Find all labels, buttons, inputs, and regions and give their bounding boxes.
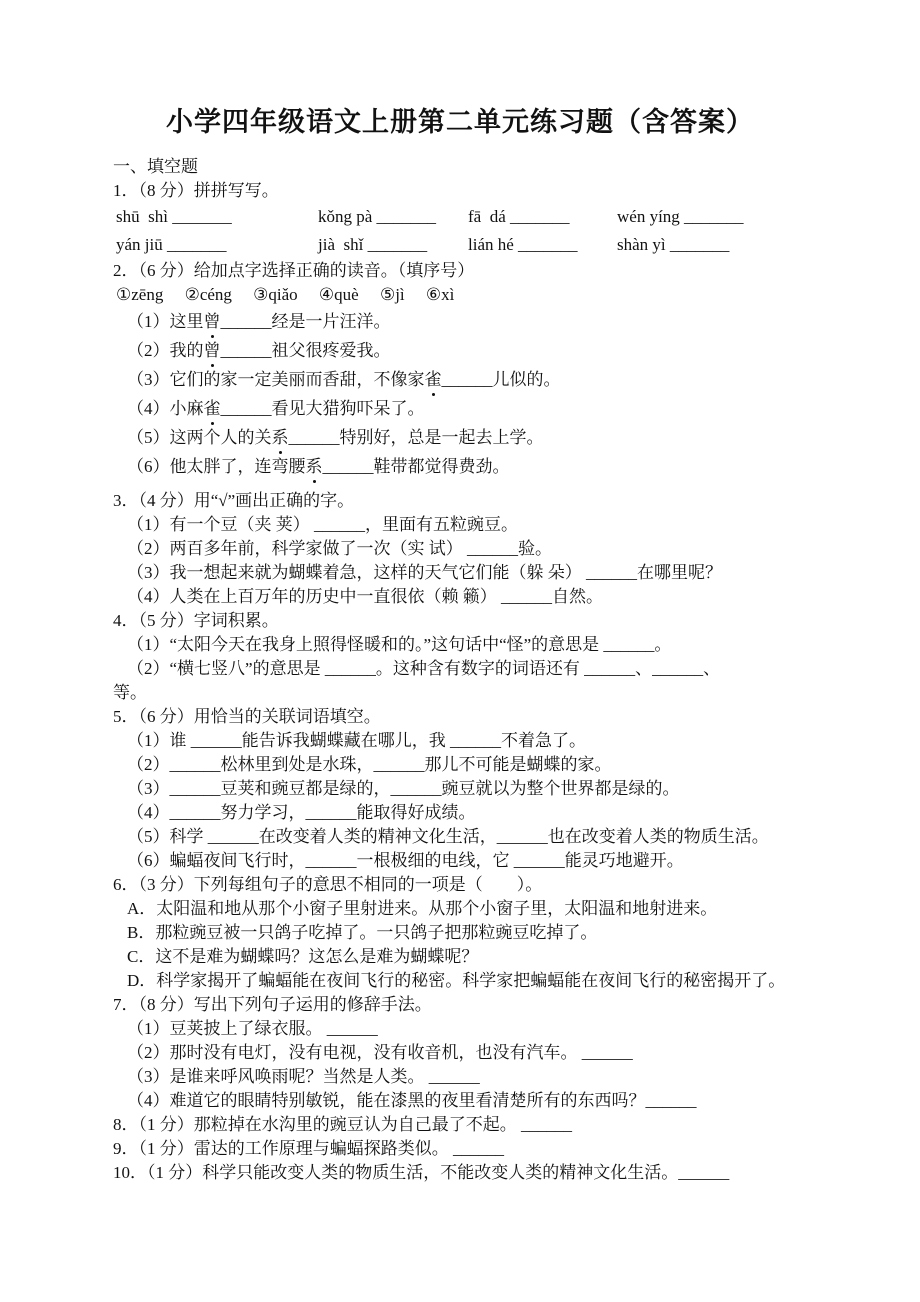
document-line xyxy=(0,921,920,945)
line-text: 9．（1 分）雷达的工作原理与蝙蝠探路类似。 ______ xyxy=(113,1139,504,1158)
line-text: （2）我的 xyxy=(127,341,204,360)
document-line xyxy=(0,423,920,452)
document-line xyxy=(0,729,920,753)
line-text: （3）是谁来呼风唤雨呢？当然是人类。 ______ xyxy=(127,1067,480,1086)
line-text: （5）科学 ______在改变着人类的精神文化生活，______也在改变着人类的物质生活。 xyxy=(127,827,769,846)
emphasized-char: 曾 xyxy=(204,336,221,365)
document-line xyxy=(0,777,920,801)
question-line xyxy=(0,179,920,203)
line-text: （1）这里 xyxy=(127,312,204,331)
line-text: 7．（8 分）写出下列句子运用的修辞手法。 xyxy=(113,995,432,1014)
section-heading xyxy=(0,155,920,179)
document-line xyxy=(0,681,920,705)
pinyin-item: jià shǐ _______ xyxy=(318,235,428,254)
line-text: （2）“横七竖八”的意思是 ______。这种含有数字的词语还有 ______、______、 xyxy=(127,659,721,678)
line-text: （2）两百多年前，科学家做了一次（实 试） ______验。 xyxy=(127,539,552,558)
pinyin-item: shàn yì _______ xyxy=(617,235,730,254)
line-text: ______特别好，总是一起去上学。 xyxy=(288,428,544,447)
line-text: （6）蝙蝠夜间飞行时，______一根极细的电线，它 ______能灵巧地避开。 xyxy=(127,851,684,870)
line-text: （2）______松林里到处是水珠，______那儿不可能是蝴蝶的家。 xyxy=(127,755,612,774)
document-line xyxy=(0,283,920,307)
line-text: 1．（8 分）拼拼写写。 xyxy=(113,181,279,200)
pinyin-item: wén yíng _______ xyxy=(617,207,744,226)
document-line xyxy=(0,1089,920,1113)
question-line xyxy=(0,993,920,1017)
line-text: （1）有一个豆（夹 荚） ______，里面有五粒豌豆。 xyxy=(127,515,518,534)
line-text: （4）人类在上百万年的历史中一直很依（赖 籁） ______自然。 xyxy=(127,587,603,606)
pinyin-item: fā dá _______ xyxy=(468,207,570,226)
line-text: ①zēng ②céng ③qiǎo ④què ⑤jì ⑥xì xyxy=(116,285,455,304)
document-line xyxy=(0,801,920,825)
pinyin-item: kǒng pà _______ xyxy=(318,207,437,226)
question-line xyxy=(0,1113,920,1137)
line-text: 6．（3 分）下列每组句子的意思不相同的一项是（ ）。 xyxy=(113,875,543,894)
line-text: （1）豆荚披上了绿衣服。 ______ xyxy=(127,1019,378,1038)
document-line xyxy=(0,657,920,681)
line-text: 10．（1 分）科学只能改变人类的物质生活，不能改变人类的精神文化生活。______ xyxy=(113,1163,730,1182)
document-line xyxy=(0,1041,920,1065)
document-line xyxy=(0,945,920,969)
pinyin-item: shū shì _______ xyxy=(116,207,232,226)
question-line xyxy=(0,873,920,897)
question-line xyxy=(0,259,920,283)
line-text: 一、填空题 xyxy=(113,157,198,176)
document-line xyxy=(0,897,920,921)
document-line xyxy=(0,633,920,657)
line-text: ______鞋带都觉得费劲。 xyxy=(322,457,510,476)
line-text: ______看见大猎狗吓呆了。 xyxy=(220,399,425,418)
document-line xyxy=(0,537,920,561)
document-line xyxy=(0,307,920,336)
document-line xyxy=(0,561,920,585)
line-text: 8．（1 分）那粒掉在水沟里的豌豆认为自己最了不起。 ______ xyxy=(113,1115,572,1134)
emphasized-char: 雀 xyxy=(204,394,221,423)
document-body xyxy=(0,155,920,1185)
emphasized-char: 系 xyxy=(272,423,289,452)
question-line xyxy=(0,1161,920,1185)
document-line xyxy=(0,969,920,993)
document-line xyxy=(0,825,920,849)
line-text: ______经是一片汪洋。 xyxy=(220,312,391,331)
document-line xyxy=(0,585,920,609)
line-text: A．太阳温和地从那个小窗子里射进来。从那个小窗子里，太阳温和地射进来。 xyxy=(127,899,718,918)
emphasized-char: 曾 xyxy=(204,307,221,336)
document-line xyxy=(0,753,920,777)
document-line xyxy=(0,365,920,394)
question-line xyxy=(0,705,920,729)
pinyin-row xyxy=(0,203,920,231)
line-text: （5）这两个人的关 xyxy=(127,428,272,447)
line-text: （6）他太胖了，连弯腰 xyxy=(127,457,306,476)
question-line xyxy=(0,481,920,513)
document-line xyxy=(0,849,920,873)
line-text: （4）______努力学习，______能取得好成绩。 xyxy=(127,803,476,822)
document-line xyxy=(0,452,920,481)
emphasized-char: 系 xyxy=(306,452,323,481)
line-text: 3．（4 分）用“√”画出正确的字。 xyxy=(113,491,355,510)
line-text: （3）______豆荚和豌豆都是绿的，______豌豆就以为整个世界都是绿的。 xyxy=(127,779,680,798)
line-text: （3）我一想起来就为蝴蝶着急，这样的天气它们能（躲 朵） ______在哪里呢？ xyxy=(127,563,722,582)
line-text: （4）难道它的眼睛特别敏锐，能在漆黑的夜里看清楚所有的东西吗？______ xyxy=(127,1091,697,1110)
line-text: （4）小麻 xyxy=(127,399,204,418)
document-line xyxy=(0,1065,920,1089)
pinyin-row xyxy=(0,231,920,259)
line-text: （1）谁 ______能告诉我蝴蝶藏在哪儿，我 ______不着急了。 xyxy=(127,731,586,750)
line-text: C．这不是难为蝴蝶吗？这怎么是难为蝴蝶呢？ xyxy=(127,947,479,966)
question-line xyxy=(0,1137,920,1161)
line-text: B．那粒豌豆被一只鸽子吃掉了。一只鸽子把那粒豌豆吃掉了。 xyxy=(127,923,598,942)
line-text: （1）“太阳今天在我身上照得怪暖和的。”这句话中“怪”的意思是 ______。 xyxy=(127,635,672,654)
line-text: 等。 xyxy=(113,683,147,702)
document-line xyxy=(0,513,920,537)
line-text: 2．（6 分）给加点字选择正确的读音。（填序号） xyxy=(113,261,475,280)
page-title: 小学四年级语文上册第二单元练习题（含答案） xyxy=(166,107,754,137)
line-text: 5．（6 分）用恰当的关联词语填空。 xyxy=(113,707,381,726)
question-line xyxy=(0,609,920,633)
document-line xyxy=(0,1017,920,1041)
line-text: （3）它们的家一定美丽而香甜，不像家 xyxy=(127,370,425,389)
line-text: ______祖父很疼爱我。 xyxy=(220,341,391,360)
emphasized-char: 雀 xyxy=(425,365,442,394)
pinyin-item: yán jiū _______ xyxy=(116,235,227,254)
line-text: ______儿似的。 xyxy=(441,370,561,389)
document-line xyxy=(0,336,920,365)
line-text: D．科学家揭开了蝙蝠能在夜间飞行的秘密。科学家把蝙蝠能在夜间飞行的秘密揭开了。 xyxy=(127,971,786,990)
pinyin-item: lián hé _______ xyxy=(468,235,578,254)
document-line xyxy=(0,394,920,423)
line-text: （2）那时没有电灯，没有电视，没有收音机，也没有汽车。 ______ xyxy=(127,1043,633,1062)
line-text: 4．（5 分）字词积累。 xyxy=(113,611,279,630)
